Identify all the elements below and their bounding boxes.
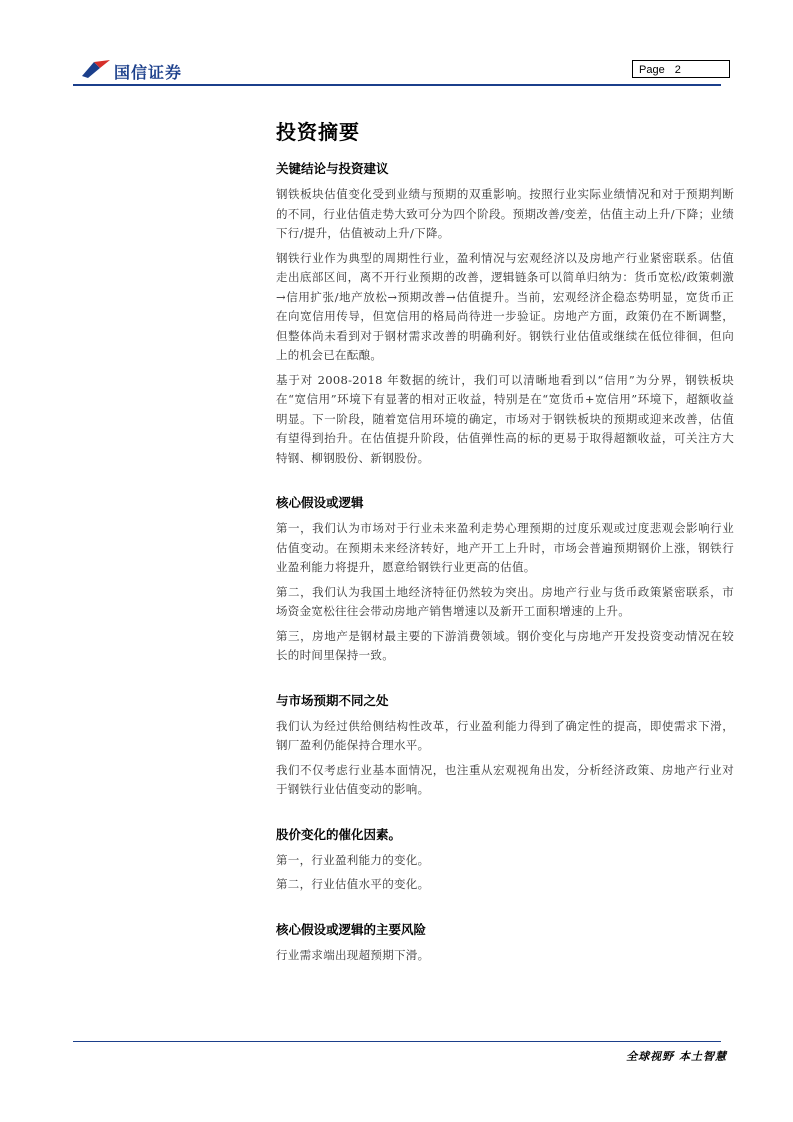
section-heading: 股价变化的催化因素。 bbox=[276, 826, 402, 842]
paragraph: 第二，我们认为我国土地经济特征仍然较为突出。房地产行业与货币政策紧密联系，市场资金宽松往往会带动房地产销售增速以及新开工面积增速的上升。 bbox=[276, 584, 734, 618]
paragraph: 钢铁板块估值变化受到业绩与预期的双重影响。按照行业实际业绩情况和对于预期判断的不同，行业估值走势大致可分为四个阶段。预期改善/变差，估值主动上升/下降；业绩下行/提升，估值被动上升/下降。 bbox=[276, 187, 734, 240]
page-number: 2 bbox=[674, 64, 681, 76]
section-heading: 与市场预期不同之处 bbox=[276, 692, 389, 708]
report-body bbox=[276, 116, 734, 970]
section-heading: 核心假设或逻辑的主要风险 bbox=[276, 921, 427, 937]
section-differences bbox=[276, 691, 734, 800]
paragraph: 行业需求端出现超预期下滑。 bbox=[276, 947, 430, 962]
section-catalysts bbox=[276, 825, 734, 895]
paragraph: 基于对 2008-2018 年数据的统计，我们可以清晰地看到以“信用”为分界，钢铁板块在“宽信用”环境下有显著的相对正收益，特别是在“宽货币+宽信用”环境下，超额收益明显。下一阶段，随着宽信用环境的确定，市场对于钢铁板块的预期或迎来改善，估值有望得到抬升。在估值提升阶段，估值弹性高的标的更易于取得超额收益，可关注方大特钢、柳钢股份、新钢股份。 bbox=[276, 372, 734, 465]
company-logo bbox=[80, 58, 220, 84]
footer-divider bbox=[73, 1041, 721, 1042]
paragraph: 第三，房地产是钢材最主要的下游消费领域。钢价变化与房地产开发投资变动情况在较长的时间里保持一致。 bbox=[276, 628, 734, 662]
logo-mark-icon bbox=[80, 58, 112, 80]
section-key-conclusions bbox=[276, 159, 734, 468]
brand-name: 国信证券 bbox=[114, 63, 183, 82]
page-label: Page bbox=[639, 64, 665, 76]
paragraph: 钢铁行业作为典型的周期性行业，盈利情况与宏观经济以及房地产行业紧密联系。估值走出底部区间，离不开行业预期的改善，逻辑链条可以简单归纳为：货币宽松/政策刺激→信用扩张/地产放松→预期改善→估值提升。当前，宏观经济企稳态势明显，宽货币正在向宽信用传导，但宽信用的格局尚待进一步验证。房地产方面，政策仍在不断调整，但整体尚未看到对于钢材需求改善的明确利好。钢铁行业估值或继续在低位徘徊，但向上的机会已在酝酿。 bbox=[276, 250, 734, 362]
section-risks bbox=[276, 920, 734, 966]
page-indicator bbox=[632, 60, 730, 78]
paragraph: 第二，行业估值水平的变化。 bbox=[276, 877, 430, 891]
paragraph: 我们不仅考虑行业基本面情况，也注重从宏观视角出发，分析经济政策、房地产行业对于钢铁行业估值变动的影响。 bbox=[276, 762, 734, 796]
paragraph: 第一，我们认为市场对于行业未来盈利走势心理预期的过度乐观或过度悲观会影响行业估值变动。在预期未来经济转好，地产开工上升时，市场会普遍预期钢价上涨，钢铁行业盈利能力将提升，愿意给钢铁行业更高的估值。 bbox=[276, 521, 734, 574]
footer-slogan: 全球视野 本土智慧 bbox=[626, 1050, 727, 1063]
paragraph: 我们认为经过供给侧结构性改革，行业盈利能力得到了确定性的提高，即使需求下滑，钢厂盈利仍能保持合理水平。 bbox=[276, 718, 734, 752]
section-heading: 核心假设或逻辑 bbox=[276, 495, 364, 510]
paragraph: 第一，行业盈利能力的变化。 bbox=[276, 852, 430, 867]
page-title: 投资摘要 bbox=[276, 120, 360, 144]
header-divider bbox=[73, 84, 721, 86]
section-heading: 关键结论与投资建议 bbox=[276, 161, 389, 176]
section-core-assumptions bbox=[276, 493, 734, 666]
